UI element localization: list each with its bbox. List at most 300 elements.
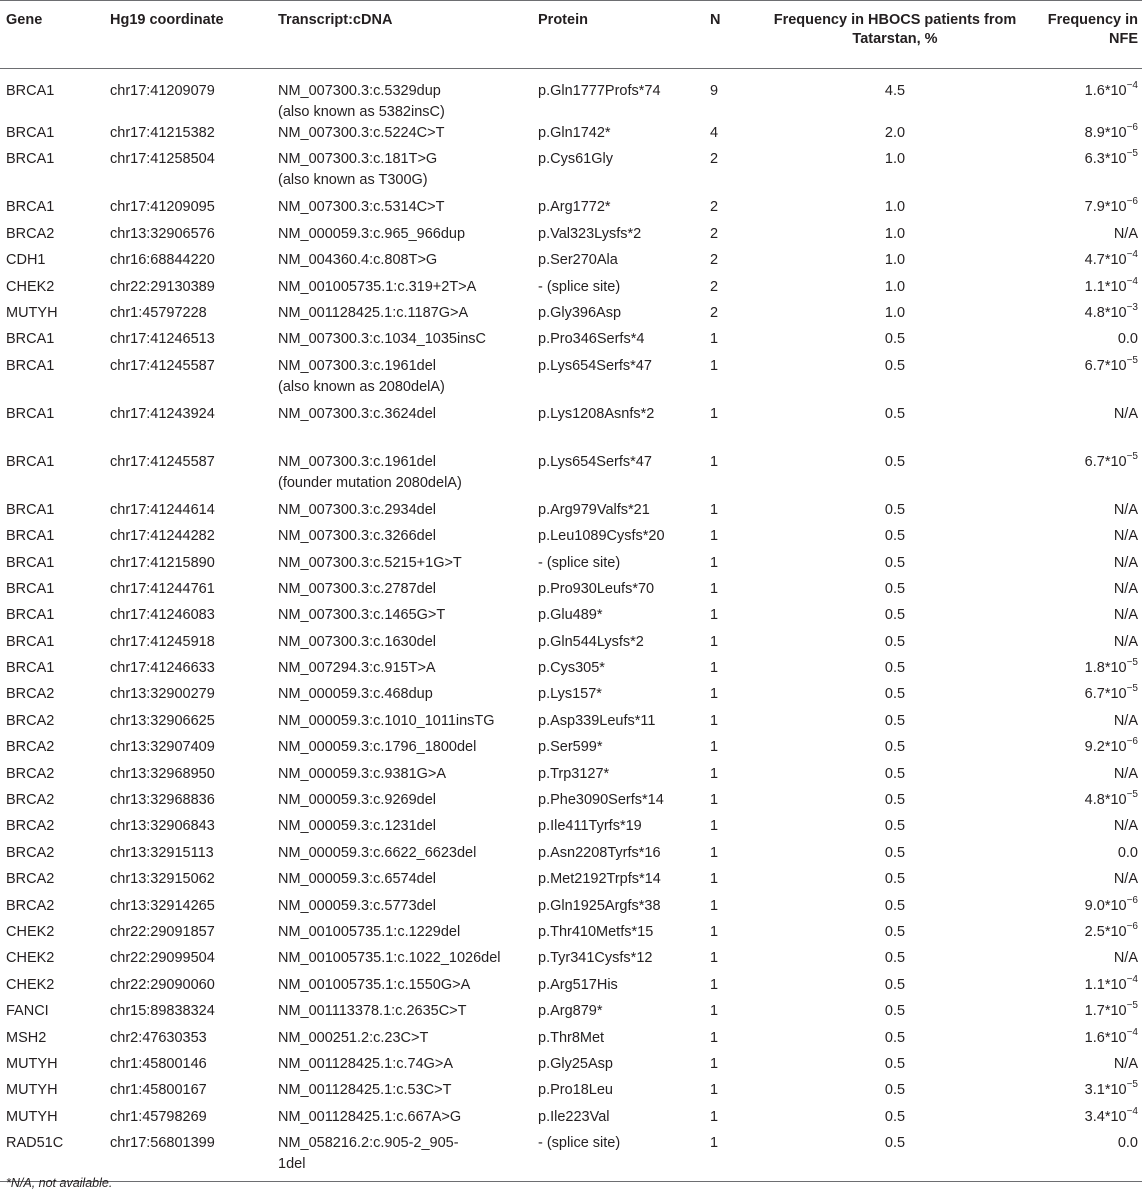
cell-frequency-nfe bbox=[1026, 303, 1142, 329]
cell-n: 1 bbox=[710, 1082, 719, 1099]
cell-n: 1 bbox=[710, 1055, 719, 1072]
cell-cdna bbox=[272, 684, 532, 710]
cell-n: 2 bbox=[710, 278, 719, 295]
cell-n: 1 bbox=[710, 686, 719, 703]
cell-cdna bbox=[272, 1107, 532, 1133]
nfe-exponent: −5 bbox=[1126, 657, 1138, 669]
table-row bbox=[0, 869, 1142, 895]
nfe-exponent: −5 bbox=[1126, 1000, 1138, 1012]
cdna-value: NM_058216.2:c.905-2_905- bbox=[278, 1135, 459, 1152]
cell-frequency-nfe bbox=[1026, 843, 1142, 869]
nfe-exponent: −5 bbox=[1126, 789, 1138, 801]
cell-n: 1 bbox=[710, 1108, 719, 1125]
cell-frequency-hbocs: 0.5 bbox=[884, 950, 906, 967]
cell-gene: CHEK2 bbox=[6, 950, 55, 967]
nfe-exponent: −6 bbox=[1126, 894, 1138, 906]
cell-n: 1 bbox=[710, 1135, 719, 1152]
cdna-value: NM_001128425.1:c.74G>A bbox=[278, 1055, 454, 1072]
cell-gene: BRCA2 bbox=[6, 765, 55, 782]
cell-frequency-hbocs: 0.5 bbox=[884, 1055, 906, 1072]
header-row bbox=[0, 1, 1142, 69]
cell-frequency-nfe bbox=[1026, 975, 1142, 1001]
cell-coordinate: chr13:32906576 bbox=[110, 225, 215, 242]
cell-coordinate: chr13:32968950 bbox=[110, 765, 215, 782]
cell-frequency-nfe bbox=[1026, 224, 1142, 250]
nfe-exponent: −6 bbox=[1126, 122, 1138, 133]
table-row bbox=[0, 500, 1142, 526]
table-row bbox=[0, 658, 1142, 684]
cell-cdna bbox=[272, 452, 532, 500]
cell-n: 1 bbox=[710, 633, 719, 650]
cdna-value: NM_007300.3:c.1961del bbox=[278, 357, 437, 374]
cdna-value: NM_007300.3:c.5329dup bbox=[278, 83, 441, 99]
cell-frequency-nfe bbox=[1026, 896, 1142, 922]
cell-coordinate: chr2:47630353 bbox=[110, 1029, 207, 1046]
nfe-value: 1.7*10 bbox=[1084, 1003, 1127, 1020]
cell-coordinate: chr1:45800146 bbox=[110, 1055, 207, 1072]
cell-coordinate: chr17:41244761 bbox=[110, 580, 215, 597]
cell-frequency-hbocs: 1.0 bbox=[884, 199, 906, 216]
cdna-value: NM_000059.3:c.6574del bbox=[278, 871, 437, 888]
nfe-value: 3.4*10 bbox=[1084, 1108, 1127, 1125]
cell-frequency-nfe bbox=[1026, 579, 1142, 605]
cell-cdna bbox=[272, 658, 532, 684]
cell-cdna bbox=[272, 500, 532, 526]
cell-coordinate: chr1:45800167 bbox=[110, 1082, 207, 1099]
cell-n: 1 bbox=[710, 818, 719, 835]
cell-coordinate: chr17:41215890 bbox=[110, 554, 215, 571]
cell-gene: BRCA2 bbox=[6, 897, 55, 914]
nfe-exponent: −5 bbox=[1126, 450, 1138, 462]
cell-cdna bbox=[272, 553, 532, 579]
cell-n: 1 bbox=[710, 607, 719, 624]
header-frequency-hbocs: Frequency in HBOCS patients from Tatarstan, % bbox=[773, 12, 1017, 47]
cell-frequency-hbocs: 0.5 bbox=[884, 739, 906, 756]
cell-coordinate: chr17:41243924 bbox=[110, 405, 215, 422]
nfe-exponent: −4 bbox=[1126, 1026, 1138, 1038]
nfe-value: N/A bbox=[1113, 633, 1138, 650]
cell-n: 9 bbox=[710, 83, 719, 99]
cell-frequency-hbocs: 0.5 bbox=[884, 607, 906, 624]
table-row bbox=[0, 922, 1142, 948]
cell-frequency-nfe bbox=[1026, 123, 1142, 149]
nfe-value: 0.0 bbox=[1117, 1135, 1138, 1152]
cell-coordinate: chr13:32907409 bbox=[110, 739, 215, 756]
cell-gene: BRCA2 bbox=[6, 739, 55, 756]
header-cdna: Transcript:cDNA bbox=[278, 12, 393, 28]
cell-frequency-nfe bbox=[1026, 250, 1142, 276]
cell-protein: p.Ser270Ala bbox=[538, 252, 618, 269]
table-row bbox=[0, 948, 1142, 974]
header-coordinate: Hg19 coordinate bbox=[110, 12, 224, 28]
cell-gene: BRCA1 bbox=[6, 125, 55, 141]
header-protein: Protein bbox=[538, 12, 588, 28]
cell-frequency-hbocs: 0.5 bbox=[884, 633, 906, 650]
cell-n: 1 bbox=[710, 844, 719, 861]
cdna-note: (also known as T300G) bbox=[278, 172, 428, 189]
footnote: *N/A, not available. bbox=[6, 1176, 113, 1190]
cell-coordinate: chr17:41244282 bbox=[110, 528, 215, 545]
cell-protein: - (splice site) bbox=[538, 1135, 621, 1152]
cell-n: 1 bbox=[710, 357, 719, 374]
table-row bbox=[0, 684, 1142, 710]
cell-frequency-nfe bbox=[1026, 197, 1142, 223]
cdna-value: NM_007300.3:c.2934del bbox=[278, 501, 437, 518]
cell-n: 1 bbox=[710, 554, 719, 571]
cdna-value: NM_007300.3:c.3266del bbox=[278, 528, 437, 545]
cell-gene: MUTYH bbox=[6, 1108, 58, 1125]
cdna-value: NM_007300.3:c.5215+1G>T bbox=[278, 554, 462, 571]
cell-coordinate: chr13:32968836 bbox=[110, 792, 215, 809]
cell-coordinate: chr17:41215382 bbox=[110, 125, 215, 141]
cell-protein: p.Ile411Tyrfs*19 bbox=[538, 818, 642, 835]
cell-coordinate: chr13:32915062 bbox=[110, 871, 215, 888]
cell-frequency-hbocs: 0.5 bbox=[884, 453, 906, 470]
table-row bbox=[0, 737, 1142, 763]
cell-cdna bbox=[272, 605, 532, 631]
nfe-value: N/A bbox=[1113, 765, 1138, 782]
cell-protein: p.Pro346Serfs*4 bbox=[538, 331, 645, 348]
table-row bbox=[0, 224, 1142, 250]
cell-frequency-hbocs: 0.5 bbox=[884, 1082, 906, 1099]
cell-cdna bbox=[272, 579, 532, 605]
cell-gene: BRCA1 bbox=[6, 580, 55, 597]
cell-coordinate: chr13:32914265 bbox=[110, 897, 215, 914]
cell-coordinate: chr13:32900279 bbox=[110, 686, 215, 703]
cell-cdna bbox=[272, 404, 532, 452]
cell-gene: CHEK2 bbox=[6, 976, 55, 993]
cell-cdna bbox=[272, 790, 532, 816]
table-row bbox=[0, 816, 1142, 842]
nfe-exponent: −3 bbox=[1126, 301, 1138, 313]
cell-protein: p.Cys305* bbox=[538, 660, 605, 677]
cell-coordinate: chr16:68844220 bbox=[110, 252, 215, 269]
table-row bbox=[0, 404, 1142, 452]
cell-coordinate: chr17:41246513 bbox=[110, 331, 215, 348]
cell-cdna bbox=[272, 123, 532, 149]
cell-gene: CHEK2 bbox=[6, 278, 55, 295]
cdna-value: NM_007300.3:c.3624del bbox=[278, 405, 437, 422]
cell-coordinate: chr17:41245587 bbox=[110, 357, 215, 374]
cdna-note: (also known as 2080delA) bbox=[278, 378, 445, 395]
cell-protein: p.Gln544Lysfs*2 bbox=[538, 633, 644, 650]
cell-protein: p.Thr410Metfs*15 bbox=[538, 923, 654, 940]
cdna-value: NM_000059.3:c.1231del bbox=[278, 818, 437, 835]
cell-gene: BRCA2 bbox=[6, 792, 55, 809]
cdna-value: NM_007300.3:c.1961del bbox=[278, 453, 437, 470]
nfe-value: 9.0*10 bbox=[1084, 897, 1127, 914]
cell-gene: BRCA1 bbox=[6, 528, 55, 545]
nfe-value: N/A bbox=[1113, 871, 1138, 888]
cell-cdna bbox=[272, 737, 532, 763]
cell-coordinate: chr17:41209079 bbox=[110, 83, 215, 99]
table-row bbox=[0, 277, 1142, 303]
cdna-value: NM_000059.3:c.468dup bbox=[278, 686, 433, 703]
cell-n: 2 bbox=[710, 199, 719, 216]
cell-gene: BRCA2 bbox=[6, 712, 55, 729]
cell-protein: p.Pro930Leufs*70 bbox=[538, 580, 655, 597]
cell-protein: p.Pro18Leu bbox=[538, 1082, 613, 1099]
cell-cdna bbox=[272, 1133, 532, 1181]
cell-frequency-nfe bbox=[1026, 869, 1142, 895]
cell-protein: p.Asn2208Tyrfs*16 bbox=[538, 844, 661, 861]
cell-cdna bbox=[272, 1080, 532, 1106]
nfe-exponent: −4 bbox=[1126, 80, 1138, 91]
cell-protein: p.Gly25Asp bbox=[538, 1055, 613, 1072]
cell-frequency-nfe bbox=[1026, 737, 1142, 763]
header-frequency-nfe: Frequency in NFE bbox=[1047, 12, 1138, 47]
nfe-value: N/A bbox=[1113, 1055, 1138, 1072]
cell-n: 1 bbox=[710, 739, 719, 756]
cell-frequency-hbocs: 0.5 bbox=[884, 712, 906, 729]
cell-frequency-hbocs: 1.0 bbox=[884, 278, 906, 295]
cell-frequency-nfe bbox=[1026, 816, 1142, 842]
cell-frequency-nfe bbox=[1026, 356, 1142, 404]
nfe-value: 4.7*10 bbox=[1084, 252, 1127, 269]
cell-n: 1 bbox=[710, 765, 719, 782]
cell-frequency-hbocs: 0.5 bbox=[884, 792, 906, 809]
cell-protein: p.Gln1925Argfs*38 bbox=[538, 897, 661, 914]
cell-gene: CHEK2 bbox=[6, 923, 55, 940]
cell-protein: p.Cys61Gly bbox=[538, 151, 613, 168]
cdna-value: NM_001128425.1:c.53C>T bbox=[278, 1082, 452, 1099]
table-row bbox=[0, 790, 1142, 816]
cell-gene: BRCA1 bbox=[6, 151, 55, 168]
table-row bbox=[0, 1133, 1142, 1181]
cell-cdna bbox=[272, 869, 532, 895]
cell-coordinate: chr13:32906625 bbox=[110, 712, 215, 729]
cell-cdna bbox=[272, 69, 532, 124]
cell-coordinate: chr22:29090060 bbox=[110, 976, 215, 993]
nfe-value: 2.5*10 bbox=[1084, 923, 1127, 940]
cell-gene: RAD51C bbox=[6, 1135, 64, 1152]
nfe-value: 8.9*10 bbox=[1084, 125, 1127, 141]
cell-protein: p.Val323Lysfs*2 bbox=[538, 225, 642, 242]
cell-n: 1 bbox=[710, 660, 719, 677]
cell-coordinate: chr17:41246083 bbox=[110, 607, 215, 624]
cell-coordinate: chr17:41246633 bbox=[110, 660, 215, 677]
cell-coordinate: chr22:29130389 bbox=[110, 278, 215, 295]
nfe-value: N/A bbox=[1113, 818, 1138, 835]
cell-n: 2 bbox=[710, 151, 719, 168]
cell-protein: p.Lys654Serfs*47 bbox=[538, 453, 652, 470]
cell-gene: BRCA1 bbox=[6, 607, 55, 624]
cell-frequency-nfe bbox=[1026, 1133, 1142, 1181]
cell-gene: BRCA1 bbox=[6, 331, 55, 348]
table-row bbox=[0, 553, 1142, 579]
cdna-value: NM_001005735.1:c.1229del bbox=[278, 923, 461, 940]
cell-coordinate: chr17:41244614 bbox=[110, 501, 215, 518]
nfe-value: 6.7*10 bbox=[1084, 453, 1127, 470]
cell-frequency-hbocs: 0.5 bbox=[884, 405, 906, 422]
cell-protein: p.Arg517His bbox=[538, 976, 618, 993]
nfe-exponent: −4 bbox=[1126, 1105, 1138, 1117]
cell-cdna bbox=[272, 1001, 532, 1027]
cell-cdna bbox=[272, 948, 532, 974]
nfe-value: 6.7*10 bbox=[1084, 357, 1127, 374]
cdna-value: NM_007300.3:c.1630del bbox=[278, 633, 437, 650]
nfe-value: N/A bbox=[1113, 712, 1138, 729]
cell-gene: FANCI bbox=[6, 1003, 49, 1020]
cell-protein: p.Gln1742* bbox=[538, 125, 611, 141]
cell-n: 2 bbox=[710, 252, 719, 269]
cell-gene: MUTYH bbox=[6, 1055, 58, 1072]
table-row bbox=[0, 356, 1142, 404]
cell-frequency-hbocs: 0.5 bbox=[884, 660, 906, 677]
cell-protein: p.Asp339Leufs*11 bbox=[538, 712, 656, 729]
nfe-value: 6.7*10 bbox=[1084, 686, 1127, 703]
cell-gene: BRCA1 bbox=[6, 453, 55, 470]
cell-frequency-nfe bbox=[1026, 922, 1142, 948]
table-row bbox=[0, 1001, 1142, 1027]
cdna-value: NM_000059.3:c.9381G>A bbox=[278, 765, 447, 782]
table-row bbox=[0, 1054, 1142, 1080]
cell-cdna bbox=[272, 764, 532, 790]
cell-cdna bbox=[272, 1054, 532, 1080]
cdna-value: NM_001128425.1:c.667A>G bbox=[278, 1108, 462, 1125]
cdna-value: NM_000059.3:c.9269del bbox=[278, 792, 437, 809]
cell-frequency-nfe bbox=[1026, 329, 1142, 355]
cell-frequency-hbocs: 0.5 bbox=[884, 501, 906, 518]
cell-n: 1 bbox=[710, 1029, 719, 1046]
table-row bbox=[0, 843, 1142, 869]
cell-protein: p.Gln1777Profs*74 bbox=[538, 83, 661, 99]
cell-n: 1 bbox=[710, 501, 719, 518]
cell-frequency-nfe bbox=[1026, 711, 1142, 737]
nfe-value: N/A bbox=[1113, 580, 1138, 597]
table-row bbox=[0, 632, 1142, 658]
cell-frequency-nfe bbox=[1026, 500, 1142, 526]
cdna-value: NM_001113378.1:c.2635C>T bbox=[278, 1003, 467, 1020]
cell-coordinate: chr1:45797228 bbox=[110, 304, 207, 321]
cell-frequency-hbocs: 0.5 bbox=[884, 528, 906, 545]
nfe-exponent: −4 bbox=[1126, 275, 1138, 287]
cell-cdna bbox=[272, 356, 532, 404]
cdna-value: NM_007300.3:c.2787del bbox=[278, 580, 437, 597]
cell-gene: MUTYH bbox=[6, 1082, 58, 1099]
table-row bbox=[0, 250, 1142, 276]
cell-frequency-hbocs: 2.0 bbox=[884, 125, 906, 141]
cdna-value: NM_007300.3:c.5314C>T bbox=[278, 199, 445, 216]
cell-protein: p.Trp3127* bbox=[538, 765, 610, 782]
nfe-exponent: −6 bbox=[1126, 920, 1138, 932]
cell-frequency-hbocs: 0.5 bbox=[884, 1029, 906, 1046]
table-row bbox=[0, 975, 1142, 1001]
nfe-value: 6.3*10 bbox=[1084, 151, 1127, 168]
cell-frequency-hbocs: 0.5 bbox=[884, 818, 906, 835]
nfe-value: 9.2*10 bbox=[1084, 739, 1127, 756]
nfe-exponent: −6 bbox=[1126, 736, 1138, 748]
cell-gene: BRCA1 bbox=[6, 405, 55, 422]
cell-gene: MUTYH bbox=[6, 304, 58, 321]
table-row bbox=[0, 329, 1142, 355]
cell-protein: p.Leu1089Cysfs*20 bbox=[538, 528, 665, 545]
table-row bbox=[0, 764, 1142, 790]
cell-frequency-hbocs: 0.5 bbox=[884, 1108, 906, 1125]
nfe-value: 1.1*10 bbox=[1084, 976, 1127, 993]
cdna-value: NM_007300.3:c.181T>G bbox=[278, 151, 438, 168]
nfe-value: N/A bbox=[1113, 528, 1138, 545]
cell-n: 1 bbox=[710, 976, 719, 993]
cell-frequency-nfe bbox=[1026, 553, 1142, 579]
cell-frequency-hbocs: 1.0 bbox=[884, 252, 906, 269]
cell-coordinate: chr17:41245587 bbox=[110, 453, 215, 470]
cell-gene: BRCA2 bbox=[6, 686, 55, 703]
cell-frequency-hbocs: 1.0 bbox=[884, 225, 906, 242]
cdna-note: 1del bbox=[278, 1156, 306, 1173]
nfe-value: N/A bbox=[1113, 554, 1138, 571]
cell-coordinate: chr17:41245918 bbox=[110, 633, 215, 650]
table-row bbox=[0, 197, 1142, 223]
cdna-value: NM_000059.3:c.965_966dup bbox=[278, 225, 466, 242]
cell-n: 2 bbox=[710, 225, 719, 242]
cell-frequency-hbocs: 0.5 bbox=[884, 923, 906, 940]
cell-n: 1 bbox=[710, 453, 719, 470]
cell-protein: p.Phe3090Serfs*14 bbox=[538, 792, 664, 809]
cell-coordinate: chr22:29091857 bbox=[110, 923, 215, 940]
nfe-value: N/A bbox=[1113, 607, 1138, 624]
cell-cdna bbox=[272, 816, 532, 842]
table-row bbox=[0, 303, 1142, 329]
cdna-note: (founder mutation 2080delA) bbox=[278, 474, 462, 491]
cell-n: 1 bbox=[710, 712, 719, 729]
cell-cdna bbox=[272, 975, 532, 1001]
table-row bbox=[0, 69, 1142, 124]
cell-cdna bbox=[272, 277, 532, 303]
table-row bbox=[0, 711, 1142, 737]
cell-frequency-nfe bbox=[1026, 1028, 1142, 1054]
cdna-value: NM_007300.3:c.5224C>T bbox=[278, 125, 445, 141]
cdna-value: NM_007300.3:c.1034_1035insC bbox=[278, 331, 486, 348]
cdna-value: NM_007300.3:c.1465G>T bbox=[278, 607, 446, 624]
cell-protein: p.Lys1208Asnfs*2 bbox=[538, 405, 655, 422]
cell-frequency-hbocs: 0.5 bbox=[884, 554, 906, 571]
cell-n: 1 bbox=[710, 528, 719, 545]
cell-frequency-hbocs: 0.5 bbox=[884, 1135, 906, 1152]
cell-cdna bbox=[272, 224, 532, 250]
cell-frequency-hbocs: 1.0 bbox=[884, 151, 906, 168]
nfe-value: N/A bbox=[1113, 501, 1138, 518]
cdna-value: NM_004360.4:c.808T>G bbox=[278, 252, 438, 269]
nfe-exponent: −5 bbox=[1126, 683, 1138, 695]
cell-frequency-hbocs: 0.5 bbox=[884, 686, 906, 703]
nfe-value: 7.9*10 bbox=[1084, 199, 1127, 216]
cell-cdna bbox=[272, 632, 532, 658]
cell-protein: p.Arg879* bbox=[538, 1003, 603, 1020]
cdna-value: NM_001128425.1:c.1187G>A bbox=[278, 304, 469, 321]
cell-n: 4 bbox=[710, 125, 719, 141]
cell-protein: p.Lys157* bbox=[538, 686, 602, 703]
cell-frequency-nfe bbox=[1026, 277, 1142, 303]
nfe-value: N/A bbox=[1113, 405, 1138, 422]
cell-n: 1 bbox=[710, 580, 719, 597]
nfe-value: 1.1*10 bbox=[1084, 278, 1127, 295]
cell-gene: BRCA1 bbox=[6, 633, 55, 650]
cell-frequency-nfe bbox=[1026, 658, 1142, 684]
cdna-value: NM_001005735.1:c.1022_1026del bbox=[278, 950, 501, 967]
cell-coordinate: chr1:45798269 bbox=[110, 1108, 207, 1125]
cdna-value: NM_001005735.1:c.319+2T>A bbox=[278, 278, 477, 295]
nfe-exponent: −5 bbox=[1126, 354, 1138, 366]
nfe-value: 3.1*10 bbox=[1084, 1082, 1127, 1099]
cell-frequency-hbocs: 0.5 bbox=[884, 357, 906, 374]
cdna-value: NM_000251.2:c.23C>T bbox=[278, 1029, 429, 1046]
cell-n: 1 bbox=[710, 897, 719, 914]
cell-gene: BRCA1 bbox=[6, 199, 55, 216]
cell-cdna bbox=[272, 1028, 532, 1054]
cell-frequency-nfe bbox=[1026, 1054, 1142, 1080]
cell-frequency-nfe bbox=[1026, 526, 1142, 552]
